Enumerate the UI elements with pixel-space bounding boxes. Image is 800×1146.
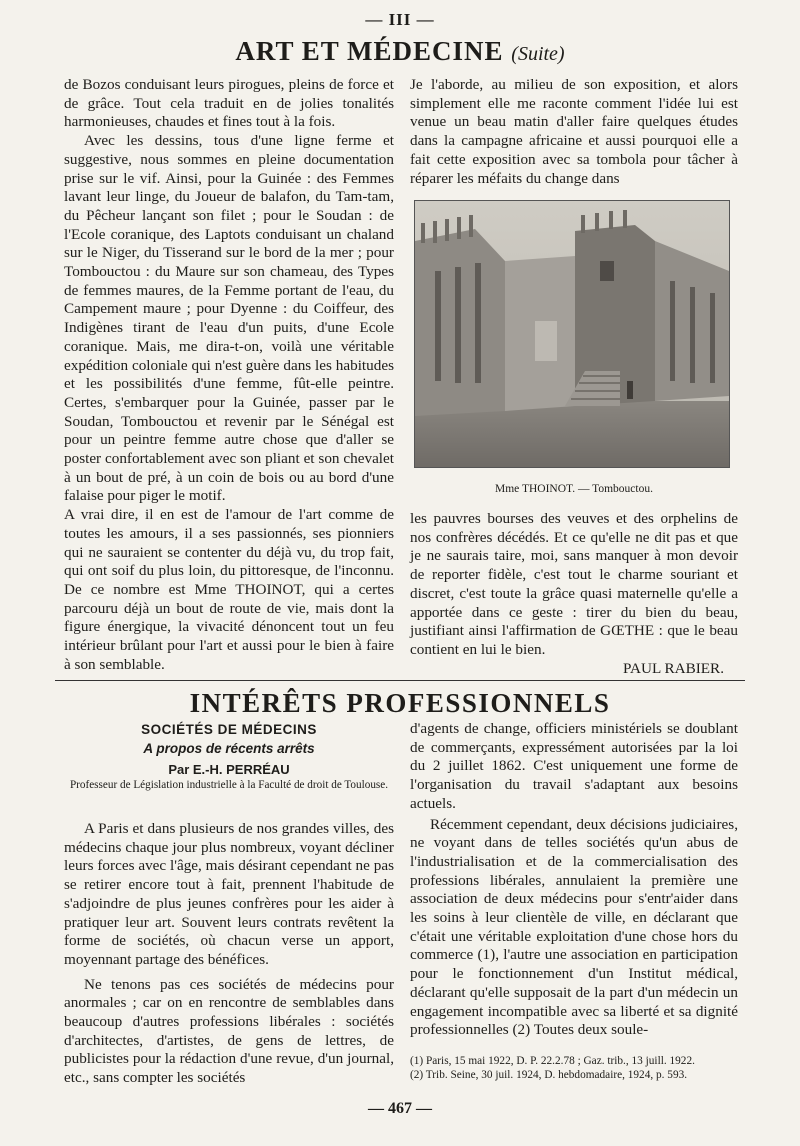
top-folio: — III — xyxy=(365,10,435,29)
paragraph: de Bozos conduisant leurs pirogues, pleins de force et de grâce. Tout cela traduit en de jolies tonalités harmonieuses, chaudes et fines tout à la fois. xyxy=(64,76,394,131)
footnotes xyxy=(410,1054,738,1082)
article-signature: PAUL RABIER. xyxy=(623,659,724,677)
paragraph: Récemment cependant, deux décisions judiciaires, ne voyant dans de telles sociétés qu'un abus de l'industrialisation et de la commercialisation des professions libérales, annulaient la première une association de deux médecins pour s'entr'aider dans les soins à leur clientèle de ville, en déclarant que c'était une véritable exploitation d'une chose hors du commerce (1), l'autre une association en participation pour le fonctionnement d'un Institut médical, déclarant qu'elle supposait de la part d'un médecin un engagement incompatible avec sa liberté et sa dignité professionnelles (2) Toutes deux soule- xyxy=(410,815,738,1039)
interets-column-right xyxy=(410,720,738,1040)
footnote: (2) Trib. Seine, 30 juil. 1924, D. hebdomadaire, 1924, p. 593. xyxy=(410,1069,688,1081)
section-divider xyxy=(55,680,745,681)
article-author: Par E.-H. PERRÉAU xyxy=(168,762,290,777)
art-column-right-top xyxy=(410,76,738,188)
art-column-left xyxy=(64,76,394,675)
paragraph: les pauvres bourses des veuves et des orphelins de nos confrères décédés. Et ce qu'elle ne dit pas et que je ne saurais taire, moi, sans manquer à mon devoir de reporter fidèle, c'est tout le charme souriant et discret, c'est toute la grâce quasi maternelle qu'elle a apportée dans ce geste : tirer du bien du beau, justifiant ainsi l'affirmation de GŒTHE : que le beau contient en lui le bien. xyxy=(410,510,738,658)
section-title-suffix: (Suite) xyxy=(511,43,565,65)
paragraph: Ne tenons pas ces sociétés de médecins pour anormales ; car on en rencontre de semblables dans beaucoup d'autres professions libérales : sociétés d'architectes, d'artistes, de gens de lettres, de publicistes pour la rédaction d'une revue, d'un journal, etc., sans compter les sociétés xyxy=(64,975,394,1087)
paragraph: Je l'aborde, au milieu de son exposition, et alors simplement elle me raconte comment l'idée lui est venue un beau matin d'aller faire quelques études dans la campagne africaine et aussi pourquoi elle a fait cette exposition avec sa tombola pour tâcher à réparer les méfaits du change dans xyxy=(410,76,738,187)
photo-caption: Mme THOINOT. — Tombouctou. xyxy=(495,483,653,495)
interets-column-left xyxy=(64,820,394,1088)
photograph-image xyxy=(415,201,729,467)
paragraph: A Paris et dans plusieurs de nos grandes villes, des médecins chaque jour plus nombreux, voyant décliner leurs forces avec l'âge, mais désirant cependant ne pas se retirer encore tout à fait, prennent l'habitude de s'adjoindre de plus jeunes confrères pour les aider à pratiquer leur art. Souvent leurs contrats revêtent la forme de sociétés, où chacun verse un apport, moyennant partage des bénéfices. xyxy=(64,820,394,968)
paragraph: Avec les dessins, tous d'une ligne ferme et suggestive, nous sommes en pleine documentation prise sur le vif. Ainsi, pour la Guinée : des Femmes lavant leur linge, du Joueur de balafon, du Tam-tam, du Pêcheur lançant son filet ; pour le Soudan : de l'Ecole coranique, des Laptots conduisant un chaland sur le Niger, du Tisserand sur le bord de la mer ; pour Tombouctou : du Maure sur son chameau, des Types de femmes maures, de la Femme portant de l'eau, du Campement maure ; pour Dyenne : du Coiffeur, des Indigènes tirant de l'eau d'un puits, d'une Ecole coranique. Mais, me dira-t-on, voilà une véritable expédition coloniale qui n'est guère dans les habitudes et les possibilités d'une femme, fût-elle peintre. Certes, s'embarquer pour la Guinée, passer par le Soudan, Tombouctou et revenir par le Sénégal est pour un peintre femme autre chose que d'aller se poster confortablement avec son pliant et son chevalet à un bout de pré, à un coin de bois ou au bord d'une falaise pour piger le motif. xyxy=(64,132,394,505)
art-column-right-bottom xyxy=(410,510,738,678)
footnote: (1) Paris, 15 mai 1922, D. P. 22.2.78 ; Gaz. trib., 13 juill. 1922. xyxy=(410,1055,695,1067)
paragraph: A vrai dire, il en est de l'amour de l'art comme de toutes les amours, il a ses passionnés, ses pionniers qui ne sauraient se contenter du déjà vu, du trop fait, qui ont soif du plus loin, du pittoresque, de l'inconnu. De ce nombre est Mme THOINOT, qui a certes parcouru déjà un bout de route de vie, mais dont la figure énergique, la vivacité dénoncent tout un feu intérieur brûlant pour l'art et aussi pour le bien à faire à son semblable. xyxy=(64,506,394,673)
page-number: — 467 — xyxy=(368,1100,432,1117)
section-title-art xyxy=(0,36,800,67)
author-affiliation: Professeur de Législation industrielle à la Faculté de droit de Toulouse. xyxy=(69,779,389,791)
tombouctou-photograph xyxy=(414,200,730,468)
section-title-text: ART ET MÉDECINE xyxy=(235,36,504,66)
article-subtitle: A propos de récents arrêts xyxy=(143,741,315,756)
paragraph: d'agents de change, officiers ministériels se doublant de commerçants, expressément autorisées par la loi du 2 juillet 1862. C'est uniquement une forme de l'organisation du travail s'adaptant aux besoins actuels. xyxy=(410,720,738,812)
article-heading xyxy=(64,722,394,792)
section-title-interets: INTÉRÊTS PROFESSIONNELS xyxy=(189,688,611,718)
article-title: SOCIÉTÉS DE MÉDECINS xyxy=(141,722,317,737)
